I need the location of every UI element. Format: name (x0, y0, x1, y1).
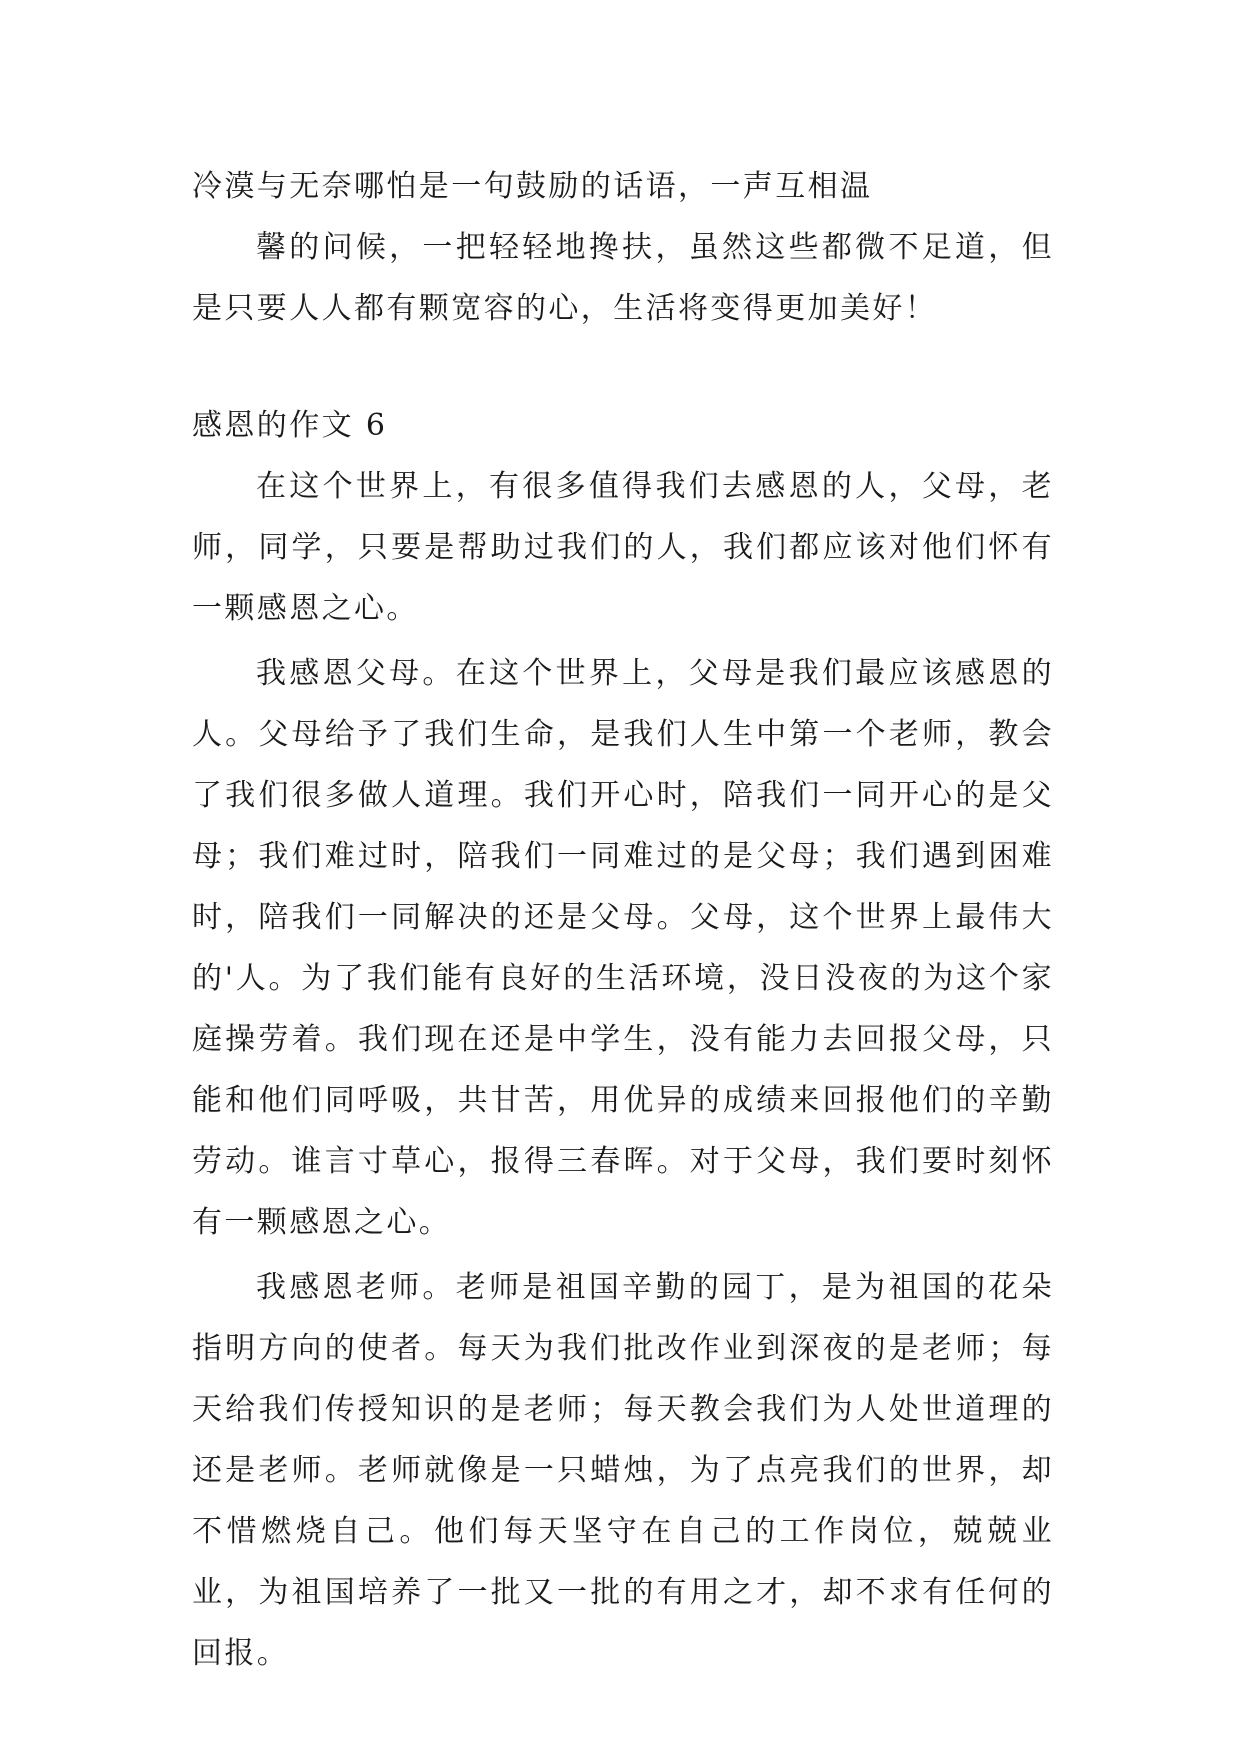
paragraph-1: 在这个世界上，有很多值得我们去感恩的人，父母，老师，同学，只要是帮助过我们的人，我们都应该对他们怀有一颗感恩之心。 (192, 469, 1054, 626)
paragraph-2: 我感恩父母。在这个世界上，父母是我们最应该感恩的人。父母给予了我们生命，是我们人生中第一个老师，教会了我们很多做人道理。我们开心时，陪我们一同开心的是父母；我们难过时，陪我们一同难过的是父母；我们遇到困难时，陪我们一同解决的还是父母。父母，这个世界上最伟大的'人。为了我们能有良好的生活环境，没日没夜的为这个家庭操劳着。我们现在还是中学生，没有能力去回报父母，只能和他们同呼吸，共甘苦，用优异的成绩来回报他们的辛勤劳动。谁言寸草心，报得三春晖。对于父母，我们要时刻怀有一颗感恩之心。 (192, 656, 1054, 1240)
continuation-line: 冷漠与无奈哪怕是一句鼓励的话语，一声互相温 (192, 169, 873, 204)
paragraph-3: 我感恩老师。老师是祖国辛勤的园丁，是为祖国的花朵指明方向的使者。每天为我们批改作业到深夜的是老师；每天给我们传授知识的是老师；每天教会我们为人处世道理的还是老师。老师就像是一只蜡烛，为了点亮我们的世界，却不惜燃烧自己。他们每天坚守在自己的工作岗位，兢兢业业，为祖国培养了一批又一批的有用之才，却不求有任何的回报。 (192, 1270, 1054, 1671)
document-page (192, 156, 1054, 1684)
section-title: 感恩的作文 6 (192, 408, 388, 443)
continuation-paragraph: 馨的问候，一把轻轻地搀扶，虽然这些都微不足道，但是只要人人都有颗宽容的心，生活将变得更加美好！ (192, 230, 1054, 326)
section-spacer (192, 339, 1054, 395)
